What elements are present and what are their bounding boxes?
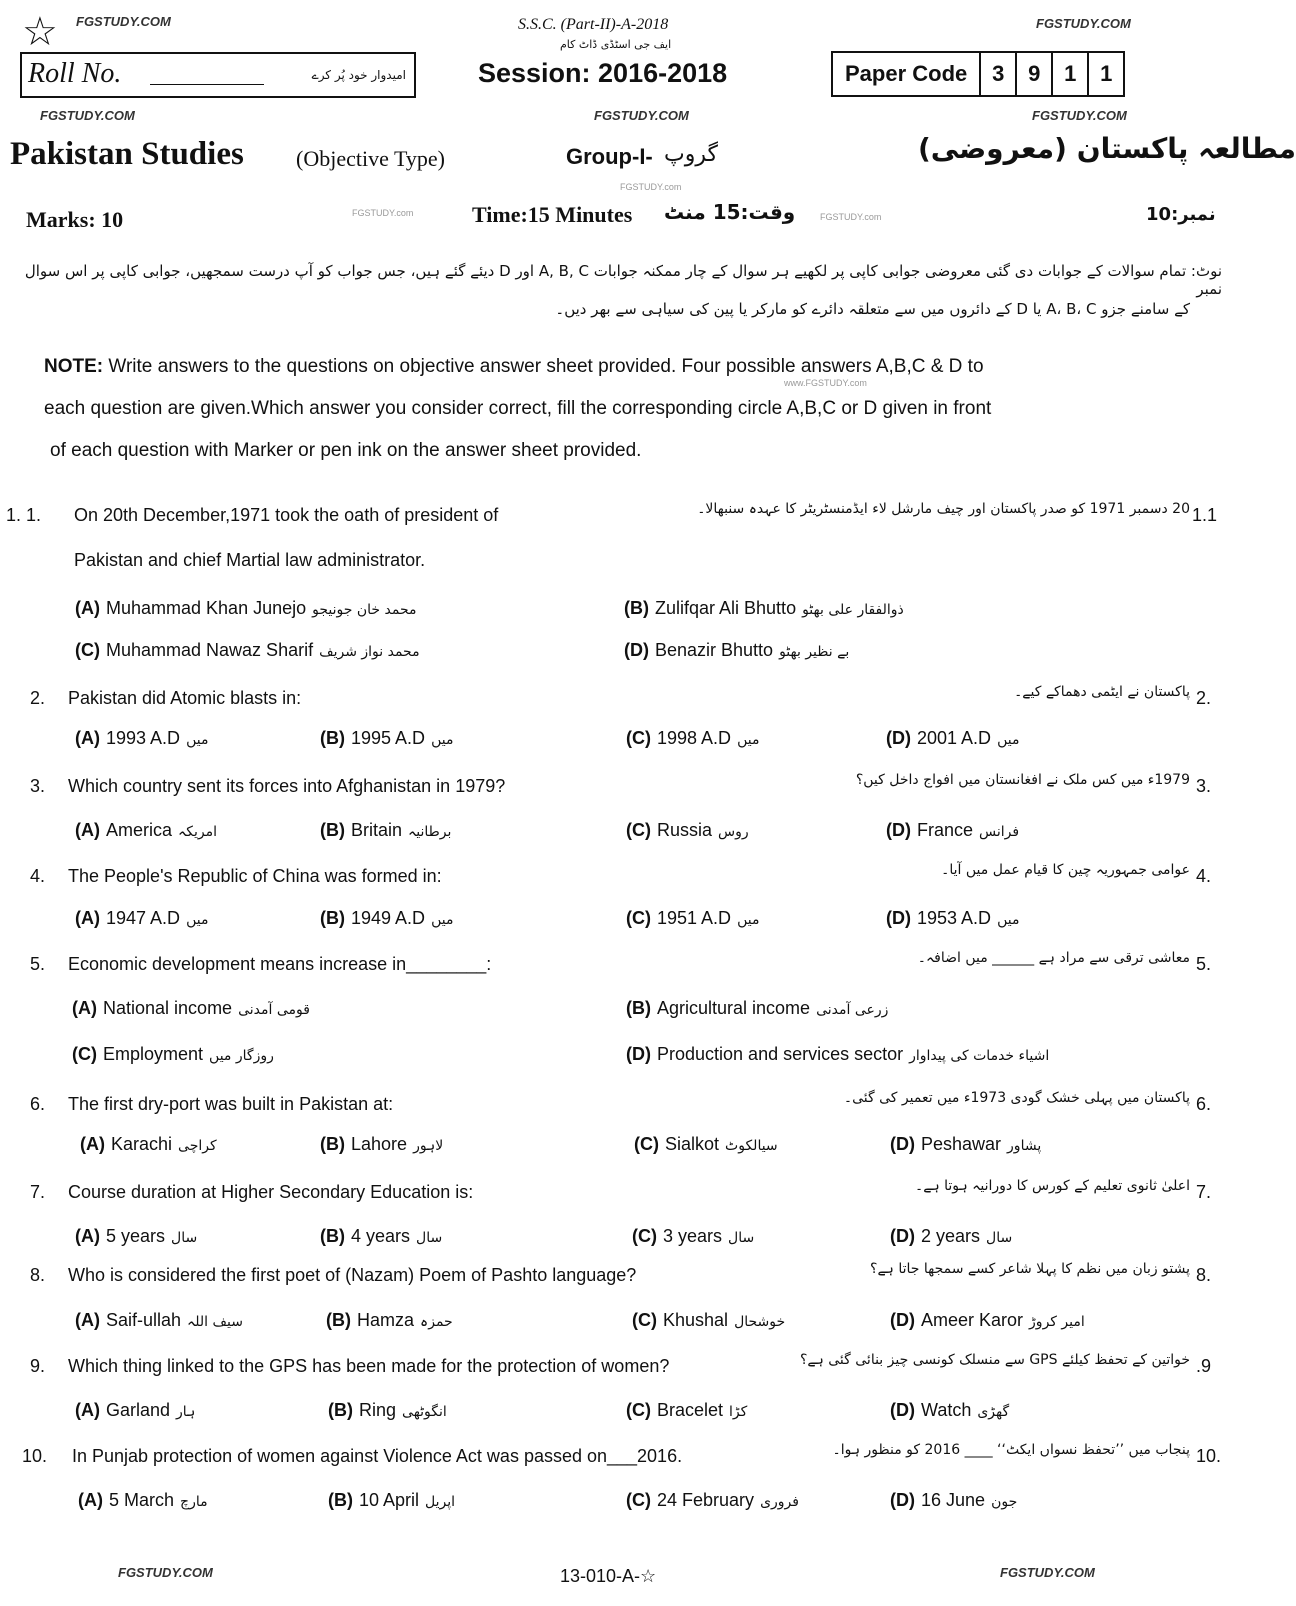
option-text: 1953 A.D xyxy=(917,908,992,928)
option-letter: (C) xyxy=(75,640,100,660)
option-letter: (C) xyxy=(626,1490,651,1510)
option-urdu: برطانیہ xyxy=(408,824,452,840)
question-text: Which thing linked to the GPS has been made for the protection of women? xyxy=(68,1356,670,1376)
answer-option xyxy=(890,1310,1091,1331)
option-urdu: روزگار میں xyxy=(209,1048,274,1064)
answer-option xyxy=(320,1134,449,1155)
option-letter: (A) xyxy=(72,998,97,1018)
option-letter: (B) xyxy=(328,1490,353,1510)
question-number: 2. xyxy=(30,688,46,708)
question-number: 8. xyxy=(30,1265,46,1285)
question-number-right: .9 xyxy=(1196,1356,1212,1376)
option-text: 2001 A.D xyxy=(917,728,992,748)
option-urdu: محمد خان جونیجو xyxy=(312,602,417,618)
answer-option xyxy=(624,598,910,619)
question-number-right: 6. xyxy=(1196,1094,1212,1114)
question-number-right: 3. xyxy=(1196,776,1212,796)
question-number: 4. xyxy=(30,866,46,886)
option-letter: (A) xyxy=(80,1134,105,1154)
answer-option xyxy=(886,728,1025,749)
option-urdu: میں xyxy=(997,732,1020,748)
note-line1 xyxy=(44,356,984,378)
question-urdu: خواتین کے تحفظ کیلئے GPS سے منسلک کونسی چیز بنائی گئی ہے؟ xyxy=(799,1352,1190,1368)
option-letter: (A) xyxy=(75,1310,100,1330)
question-urdu: پنجاب میں ’’تحفظ نسواں ایکٹ‘‘ ____ 2016 کو منظور ہوا۔ xyxy=(832,1442,1190,1458)
option-urdu: سال xyxy=(416,1230,443,1246)
answer-option xyxy=(72,998,316,1019)
option-letter: (C) xyxy=(632,1226,657,1246)
question-number-right: 2. xyxy=(1196,688,1212,708)
option-letter: (C) xyxy=(72,1044,97,1064)
note-urdu-line1: نوٹ: تمام سوالات کے جوابات دی گئی معروضی جوابی کاپی پر لکھیے ہر سوال کے چار ممکنہ جوابات A, B, C اور D دیئے گئے ہیں، جس جواب کو آپ درست سمجھیں، جوابی کاپی پر اس سوال نمبر xyxy=(24,262,1222,298)
question-number-right: 1.1 xyxy=(1192,505,1218,525)
option-urdu: میں xyxy=(186,912,209,928)
option-text: Muhammad Nawaz Sharif xyxy=(106,640,314,660)
option-urdu: میں xyxy=(737,732,760,748)
option-text: 5 March xyxy=(109,1490,175,1510)
question-text: Which country sent its forces into Afghanistan in 1979? xyxy=(68,776,506,796)
option-urdu: سال xyxy=(171,1230,198,1246)
option-letter: (A) xyxy=(75,1226,100,1246)
option-urdu: میں xyxy=(431,732,454,748)
option-urdu: اپریل xyxy=(425,1494,456,1510)
option-urdu: میں xyxy=(737,912,760,928)
session: Session: 2016-2018 xyxy=(478,58,728,88)
question-number: 9. xyxy=(30,1356,46,1376)
note-label: NOTE: xyxy=(44,356,104,377)
answer-option xyxy=(320,908,459,929)
subject-urdu: مطالعہ پاکستان (معروضی) xyxy=(918,132,1296,165)
subject-type: (Objective Type) xyxy=(296,146,445,171)
option-text: 24 February xyxy=(657,1490,755,1510)
footer-code: 13-010-A-☆ xyxy=(560,1566,657,1586)
watermark: FGSTUDY.COM xyxy=(40,108,135,123)
option-urdu: بے نظیر بھٹو xyxy=(779,644,850,660)
question-number-right: 7. xyxy=(1196,1182,1212,1202)
option-text: Khushal xyxy=(663,1310,729,1330)
option-text: Lahore xyxy=(351,1134,408,1154)
question-text: The People's Republic of China was formed in: xyxy=(68,866,442,886)
question-number-right: 10. xyxy=(1196,1446,1222,1466)
watermark: FGSTUDY.COM xyxy=(594,108,689,123)
option-text: Bracelet xyxy=(657,1400,724,1420)
option-letter: (C) xyxy=(626,728,651,748)
answer-option xyxy=(328,1400,453,1421)
question-urdu: معاشی ترقی سے مراد ہے ______ میں اضافہ۔ xyxy=(917,950,1190,966)
answer-option xyxy=(634,1134,784,1155)
answer-option xyxy=(75,1310,249,1331)
marks-urdu: نمبر:10 xyxy=(1146,204,1216,225)
option-urdu: محمد نواز شریف xyxy=(319,644,420,660)
paper-code-box xyxy=(831,51,1125,97)
option-urdu: روس xyxy=(718,824,749,840)
watermark: FGSTUDY.com xyxy=(820,212,882,222)
answer-option xyxy=(326,1310,459,1331)
answer-option xyxy=(75,908,214,929)
option-letter: (B) xyxy=(320,1226,345,1246)
roll-label: Roll No. xyxy=(28,58,122,89)
answer-option xyxy=(890,1400,1015,1421)
note-line2: each question are given.Which answer you consider correct, fill the corresponding circle A,B,C or D given in front xyxy=(44,398,992,419)
option-text: America xyxy=(106,820,173,840)
option-urdu: کڑا xyxy=(729,1404,748,1420)
marks: Marks: 10 xyxy=(26,207,124,232)
option-text: Peshawar xyxy=(921,1134,1002,1154)
question-text: In Punjab protection of women against Violence Act was passed on___2016. xyxy=(72,1446,683,1466)
option-urdu: ہار xyxy=(176,1404,196,1420)
option-urdu: سال xyxy=(986,1230,1013,1246)
option-urdu: میں xyxy=(186,732,209,748)
option-text: Russia xyxy=(657,820,713,840)
answer-option xyxy=(890,1134,1047,1155)
option-letter: (A) xyxy=(75,598,100,618)
option-urdu: میں xyxy=(431,912,454,928)
answer-option xyxy=(75,1400,201,1421)
question-urdu: اعلیٰ ثانوی تعلیم کے کورس کا دورانیہ ہوتا ہے۔ xyxy=(915,1178,1190,1194)
question-number-right: 8. xyxy=(1196,1265,1212,1285)
question-number: 6. xyxy=(30,1094,46,1114)
option-letter: (C) xyxy=(626,820,651,840)
watermark: FGSTUDY.com xyxy=(620,182,682,192)
answer-option xyxy=(626,1490,805,1511)
option-urdu: لاہور xyxy=(413,1138,444,1154)
option-letter: (B) xyxy=(626,998,651,1018)
option-text: 1949 A.D xyxy=(351,908,426,928)
option-text: 1995 A.D xyxy=(351,728,426,748)
subject-title: Pakistan Studies xyxy=(10,136,244,172)
option-letter: (A) xyxy=(75,1400,100,1420)
question-urdu: 20 دسمبر 1971 کو صدر پاکستان اور چیف مارشل لاء ایڈمنسٹریٹر کا عہدہ سنبھالا۔ xyxy=(697,501,1190,517)
option-text: 4 years xyxy=(351,1226,411,1246)
question-urdu: 1979ء میں کس ملک نے افغانستان میں افواج داخل کیں؟ xyxy=(855,772,1190,788)
paper-code-label: Paper Code xyxy=(833,53,981,95)
answer-option xyxy=(632,1226,760,1247)
question-number: 3. xyxy=(30,776,46,796)
option-text: 1998 A.D xyxy=(657,728,732,748)
option-text: Sialkot xyxy=(665,1134,720,1154)
option-text: National income xyxy=(103,998,233,1018)
watermark: FGSTUDY.COM xyxy=(1036,16,1131,31)
option-letter: (D) xyxy=(890,1490,915,1510)
option-urdu: جون xyxy=(991,1494,1018,1510)
paper-code-digit: 3 xyxy=(981,53,1017,95)
answer-option xyxy=(626,820,755,841)
answer-option xyxy=(626,1400,753,1421)
option-text: Britain xyxy=(351,820,403,840)
question-urdu: پاکستان نے ایٹمی دھماکے کیے۔ xyxy=(1014,684,1190,700)
answer-option xyxy=(624,640,855,661)
option-urdu: سال xyxy=(728,1230,755,1246)
answer-option xyxy=(626,998,894,1019)
option-urdu: اشیاء خدمات کی پیداوار xyxy=(909,1048,1050,1064)
note-text: Write answers to the questions on objective answer sheet provided. Four possible answers A,B,C & D to xyxy=(108,356,984,377)
question-number-right: 4. xyxy=(1196,866,1212,886)
star-mark: ☆ xyxy=(22,10,58,54)
option-letter: (A) xyxy=(75,820,100,840)
option-text: Ameer Karor xyxy=(921,1310,1024,1330)
question-number: 1. 1. xyxy=(6,505,42,525)
option-letter: (D) xyxy=(890,1400,915,1420)
option-text: 1947 A.D xyxy=(106,908,181,928)
option-letter: (B) xyxy=(320,908,345,928)
question-text: Economic development means increase in________: xyxy=(68,954,492,974)
option-text: Benazir Bhutto xyxy=(655,640,774,660)
answer-option xyxy=(75,728,214,749)
question-number: 10. xyxy=(22,1446,48,1466)
answer-option xyxy=(75,1226,203,1247)
answer-option xyxy=(80,1134,223,1155)
option-urdu: امیر کروڑ xyxy=(1029,1314,1085,1330)
answer-option xyxy=(626,908,765,929)
paper-code-digit: 1 xyxy=(1053,53,1089,95)
option-urdu: سیالکوٹ xyxy=(725,1138,778,1154)
option-text: Ring xyxy=(359,1400,397,1420)
answer-option xyxy=(890,1490,1023,1511)
answer-option xyxy=(886,908,1025,929)
answer-option xyxy=(320,1226,448,1247)
option-urdu: زرعی آمدنی xyxy=(816,1002,889,1018)
option-urdu: کراچی xyxy=(178,1138,217,1154)
answer-option xyxy=(890,1226,1018,1247)
question-urdu: پاکستان میں پہلی خشک گودی 1973ء میں تعمیر کی گئی۔ xyxy=(843,1090,1190,1106)
time-urdu: وقت:15 منٹ xyxy=(664,200,796,224)
option-urdu: ذوالفقار علی بھٹو xyxy=(802,602,904,618)
watermark: www.FGSTUDY.com xyxy=(784,378,867,388)
question-text: On 20th December,1971 took the oath of president of xyxy=(74,505,499,525)
option-text: Muhammad Khan Junejo xyxy=(106,598,307,618)
option-letter: (C) xyxy=(632,1310,657,1330)
roll-urdu: امیدوار خود پُر کرے xyxy=(311,68,406,82)
question-number: 5. xyxy=(30,954,46,974)
paper-code-digit: 1 xyxy=(1100,61,1113,86)
option-letter: (D) xyxy=(626,1044,651,1064)
question-text: Who is considered the first poet of (Nazam) Poem of Pashto language? xyxy=(68,1265,637,1285)
watermark: FGSTUDY.COM xyxy=(76,14,171,29)
answer-option xyxy=(75,640,426,661)
question-urdu: عوامی جمہوریہ چین کا قیام عمل میں آیا۔ xyxy=(941,862,1190,878)
option-letter: (D) xyxy=(890,1134,915,1154)
option-text: Zulifqar Ali Bhutto xyxy=(655,598,797,618)
option-urdu: میں xyxy=(997,912,1020,928)
watermark: FGSTUDY.com xyxy=(352,208,414,218)
time: Time:15 Minutes xyxy=(472,202,633,227)
answer-option xyxy=(626,728,765,749)
option-letter: (B) xyxy=(320,820,345,840)
option-letter: (A) xyxy=(75,908,100,928)
option-letter: (C) xyxy=(626,1400,651,1420)
option-text: 1993 A.D xyxy=(106,728,181,748)
option-letter: (D) xyxy=(890,1310,915,1330)
note-line3: of each question with Marker or pen ink on the answer sheet provided. xyxy=(50,440,642,461)
answer-option xyxy=(78,1490,214,1511)
question-text: The first dry-port was built in Pakistan at: xyxy=(68,1094,394,1114)
option-letter: (B) xyxy=(624,598,649,618)
exam-code: S.S.C. (Part-II)-A-2018 xyxy=(518,16,669,33)
option-letter: (B) xyxy=(320,728,345,748)
option-text: Saif-ullah xyxy=(106,1310,182,1330)
watermark: FGSTUDY.COM xyxy=(1032,108,1127,123)
question-text: Pakistan did Atomic blasts in: xyxy=(68,688,302,708)
answer-option xyxy=(75,598,422,619)
option-urdu: امریکہ xyxy=(178,824,217,840)
option-letter: (C) xyxy=(626,908,651,928)
answer-option xyxy=(75,820,223,841)
option-urdu: انگوٹھی xyxy=(402,1404,447,1420)
exam-code-urdu: ایف جی اسٹڈی ڈاٹ کام xyxy=(560,38,672,51)
answer-option xyxy=(320,820,457,841)
option-text: 2 years xyxy=(921,1226,981,1246)
answer-option xyxy=(320,728,459,749)
option-text: 1951 A.D xyxy=(657,908,732,928)
question-number-right: 5. xyxy=(1196,954,1212,974)
option-letter: (B) xyxy=(320,1134,345,1154)
option-letter: (B) xyxy=(328,1400,353,1420)
answer-option xyxy=(626,1044,1055,1065)
roll-number-box[interactable] xyxy=(20,52,416,98)
option-text: 16 June xyxy=(921,1490,986,1510)
option-letter: (D) xyxy=(624,640,649,660)
option-text: 10 April xyxy=(359,1490,420,1510)
option-text: Production and services sector xyxy=(657,1044,904,1064)
option-letter: (D) xyxy=(886,728,911,748)
option-text: Employment xyxy=(103,1044,204,1064)
answer-option xyxy=(328,1490,461,1511)
option-text: Garland xyxy=(106,1400,171,1420)
note-urdu-line2: کے سامنے جزو A، B، C یا D کے دائروں میں سے متعلقہ دائرے کو مارکر یا پین کی سیاہی سے بھر دیں۔ xyxy=(555,300,1190,318)
option-urdu: فروری xyxy=(760,1494,799,1510)
option-urdu: گھڑی xyxy=(977,1404,1010,1420)
option-letter: (D) xyxy=(886,820,911,840)
question-number: 7. xyxy=(30,1182,46,1202)
option-urdu: حمزہ xyxy=(420,1314,453,1330)
option-urdu: سیف اللہ xyxy=(187,1314,243,1330)
answer-option xyxy=(72,1044,280,1065)
watermark: FGSTUDY.COM xyxy=(118,1565,213,1580)
option-letter: (D) xyxy=(890,1226,915,1246)
option-text: France xyxy=(917,820,974,840)
option-letter: (A) xyxy=(78,1490,103,1510)
option-urdu: فرانس xyxy=(979,824,1020,840)
group-label: Group-I- xyxy=(566,144,653,169)
group-urdu: گروپ xyxy=(664,142,718,167)
option-text: Karachi xyxy=(111,1134,173,1154)
option-letter: (D) xyxy=(886,908,911,928)
option-text: Agricultural income xyxy=(657,998,811,1018)
option-urdu: مارچ xyxy=(180,1494,208,1510)
option-urdu: پشاور xyxy=(1007,1138,1042,1154)
question-urdu: پشتو زبان میں نظم کا پہلا شاعر کسے سمجھا جاتا ہے؟ xyxy=(870,1261,1190,1277)
option-urdu: خوشحال xyxy=(734,1314,786,1330)
question-text: Course duration at Higher Secondary Education is: xyxy=(68,1182,474,1202)
answer-option xyxy=(632,1310,791,1331)
question-text-cont: Pakistan and chief Martial law administrator. xyxy=(74,550,426,570)
option-letter: (A) xyxy=(75,728,100,748)
option-urdu: قومی آمدنی xyxy=(238,1002,310,1018)
option-text: 3 years xyxy=(663,1226,723,1246)
option-letter: (C) xyxy=(634,1134,659,1154)
answer-option xyxy=(886,820,1025,841)
roll-line xyxy=(150,84,264,85)
paper-code-digit: 9 xyxy=(1017,53,1053,95)
option-text: Watch xyxy=(921,1400,972,1420)
watermark: FGSTUDY.COM xyxy=(1000,1565,1095,1580)
option-text: 5 years xyxy=(106,1226,166,1246)
option-text: Hamza xyxy=(357,1310,415,1330)
option-letter: (B) xyxy=(326,1310,351,1330)
